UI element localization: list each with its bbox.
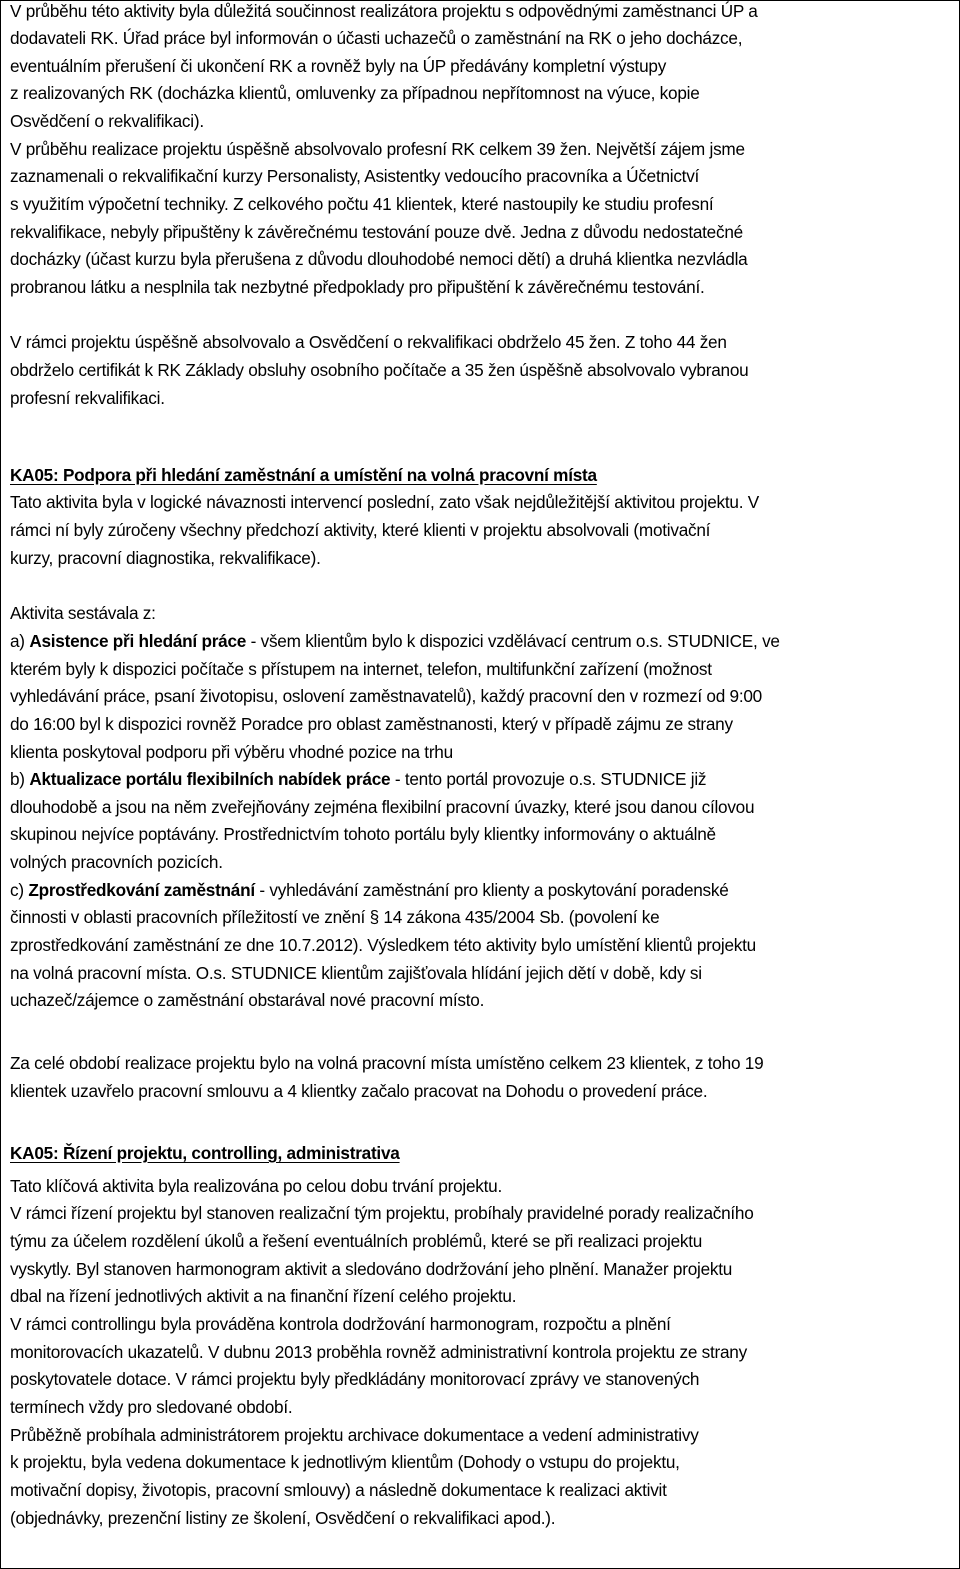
text-line: profesní rekvalifikaci.	[10, 388, 165, 408]
item-marker: a)	[10, 631, 30, 651]
text-line	[10, 769, 706, 789]
item-marker: c)	[10, 880, 29, 900]
text-line: obdrželo certifikát k RK Základy obsluhy osobního počítače a 35 žen úspěšně absolvovalo vybranou	[10, 360, 749, 380]
text-line: uchazeč/zájemce o zaměstnání obstarával nové pracovní místo.	[10, 990, 485, 1010]
item-title: Asistence při hledání práce	[29, 631, 247, 651]
text-line: Aktivita sestávala z:	[10, 603, 156, 623]
text-line	[10, 631, 780, 651]
text-line: eventuálním přerušení či ukončení RK a rovněž byly na ÚP předávány kompletní výstupy	[10, 56, 667, 76]
text-line: vyskytly. Byl stanoven harmonogram aktivit a sledováno dodržování jeho plnění. Manažer projektu	[10, 1259, 733, 1279]
text-line: klienta poskytoval podporu při výběru vhodné pozice na trhu	[10, 742, 453, 762]
item-text: - tento portál provozuje o.s. STUDNICE již	[390, 769, 707, 789]
text-line: dbal na řízení jednotlivých aktivit a na finanční řízení celého projektu.	[10, 1286, 517, 1306]
text-line: do 16:00 byl k dispozici rovněž Poradce pro oblast zaměstnanosti, který v případě zájmu ze strany	[10, 714, 733, 734]
item-text: - všem klientům bylo k dispozici vzdělávací centrum o.s. STUDNICE, ve	[246, 631, 780, 651]
text-line	[10, 880, 729, 900]
text-line: V rámci projektu úspěšně absolvovalo a Osvědčení o rekvalifikaci obdrželo 45 žen. Z toho 44 žen	[10, 332, 727, 352]
text-line: V rámci controllingu byla prováděna kontrola dodržování harmonogram, rozpočtu a plnění	[10, 1314, 671, 1334]
text-line: s využitím výpočetní techniky. Z celkového počtu 41 klientek, které nastoupily ke studiu profesní	[10, 194, 714, 214]
item-text: - vyhledávání zaměstnání pro klienty a poskytování poradenské	[254, 880, 729, 900]
text-line: monitorovacích ukazatelů. V dubnu 2013 proběhla rovněž administrativní kontrola projektu ze strany	[10, 1342, 747, 1362]
text-line: V rámci řízení projektu byl stanoven realizační tým projektu, probíhaly pravidelné porady realizačního	[10, 1203, 754, 1223]
text-line: Tato klíčová aktivita byla realizována po celou dobu trvání projektu.	[10, 1176, 502, 1196]
text-line: kurzy, pracovní diagnostika, rekvalifikace).	[10, 548, 321, 568]
text-line: z realizovaných RK (docházka klientů, omluvenky za případnou nepřítomnost na výuce, kopie	[10, 83, 700, 103]
text-line: zprostředkování zaměstnání ze dne 10.7.2012). Výsledkem této aktivity bylo umístění klientů projektu	[10, 935, 756, 955]
text-line: Za celé období realizace projektu bylo na volná pracovní místa umístěno celkem 23 klientek, z toho 19	[10, 1053, 764, 1073]
text-line: Průběžně probíhala administrátorem projektu archivace dokumentace a vedení administrativy	[10, 1425, 699, 1445]
text-line: týmu za účelem rozdělení úkolů a řešení eventuálních problémů, které se při realizaci projektu	[10, 1231, 703, 1251]
text-line: skupinou nejvíce poptávány. Prostřednictvím tohoto portálu byly klientky informovány o aktuálně	[10, 824, 716, 844]
text-line: termínech vždy pro sledované období.	[10, 1397, 293, 1417]
text-line: vyhledávání práce, psaní životopisu, oslovení zaměstnavatelů), každý pracovní den v rozmezí od 9:00	[10, 686, 762, 706]
text-line: motivační dopisy, životopis, pracovní smlouvy) a následně dokumentace k realizaci aktivit	[10, 1480, 667, 1500]
text-line: zaznamenali o rekvalifikační kurzy Personalisty, Asistentky vedoucího pracovníka a Účetnictví	[10, 166, 700, 186]
text-line: dodavateli RK. Úřad práce byl informován o účasti uchazečů o zaměstnání na RK o jeho docházce,	[10, 28, 743, 48]
text-line: poskytovatele dotace. V rámci projektu byly předkládány monitorovací zprávy ve stanovených	[10, 1369, 700, 1389]
text-line: rekvalifikace, nebyly připuštěny k závěrečnému testování pouze dvě. Jedna z důvodu nedostatečné	[10, 222, 743, 242]
text-line: rámci ní byly zúročeny všechny předchozí aktivity, které klienti v projektu absolvovali (motivační	[10, 520, 711, 540]
text-line: probranou látku a nesplnila tak nezbytné předpoklady pro připuštění k závěrečnému testování.	[10, 277, 705, 297]
item-title: Aktualizace portálu flexibilních nabídek práce	[29, 769, 391, 789]
section-title: KA05: Podpora při hledání zaměstnání a umístění na volná pracovní místa	[10, 465, 597, 485]
item-title: Zprostředkování zaměstnání	[28, 880, 255, 900]
text-line: V průběhu této aktivity byla důležitá součinnost realizátora projektu s odpovědnými zaměstnanci ÚP a	[10, 1, 758, 21]
text-line: Osvědčení o rekvalifikaci).	[10, 111, 204, 131]
text-line: kterém byly k dispozici počítače s přístupem na internet, telefon, multifunkční zařízení (možnost	[10, 659, 712, 679]
text-line: činnosti v oblasti pracovních příležitostí ve znění § 14 zákona 435/2004 Sb. (povolení ke	[10, 907, 660, 927]
text-line: Tato aktivita byla v logické návaznosti intervencí poslední, zato však nejdůležitější aktivitou projektu. V	[10, 492, 760, 512]
text-line: docházky (účast kurzu byla přerušena z důvodu dlouhodobé nemoci dětí) a druhá klientka nezvládla	[10, 249, 748, 269]
text-line: volných pracovních pozicích.	[10, 852, 223, 872]
text-line: V průběhu realizace projektu úspěšně absolvovalo profesní RK celkem 39 žen. Největší zájem jsme	[10, 139, 745, 159]
text-line: klientek uzavřelo pracovní smlouvu a 4 klientky začalo pracovat na Dohodu o provedení práce.	[10, 1081, 708, 1101]
item-marker: b)	[10, 769, 30, 789]
text-line: k projektu, byla vedena dokumentace k jednotlivým klientům (Dohody o vstupu do projektu,	[10, 1452, 680, 1472]
text-line: (objednávky, prezenční listiny ze školení, Osvědčení o rekvalifikaci apod.).	[10, 1508, 556, 1528]
section-title: KA05: Řízení projektu, controlling, administrativa	[10, 1143, 400, 1163]
text-line: dlouhodobě a jsou na něm zveřejňovány zejména flexibilní pracovní úvazky, které jsou danou cílovou	[10, 797, 755, 817]
text-line: na volná pracovní místa. O.s. STUDNICE klientům zajišťovala hlídání jejich dětí v době, kdy si	[10, 963, 702, 983]
